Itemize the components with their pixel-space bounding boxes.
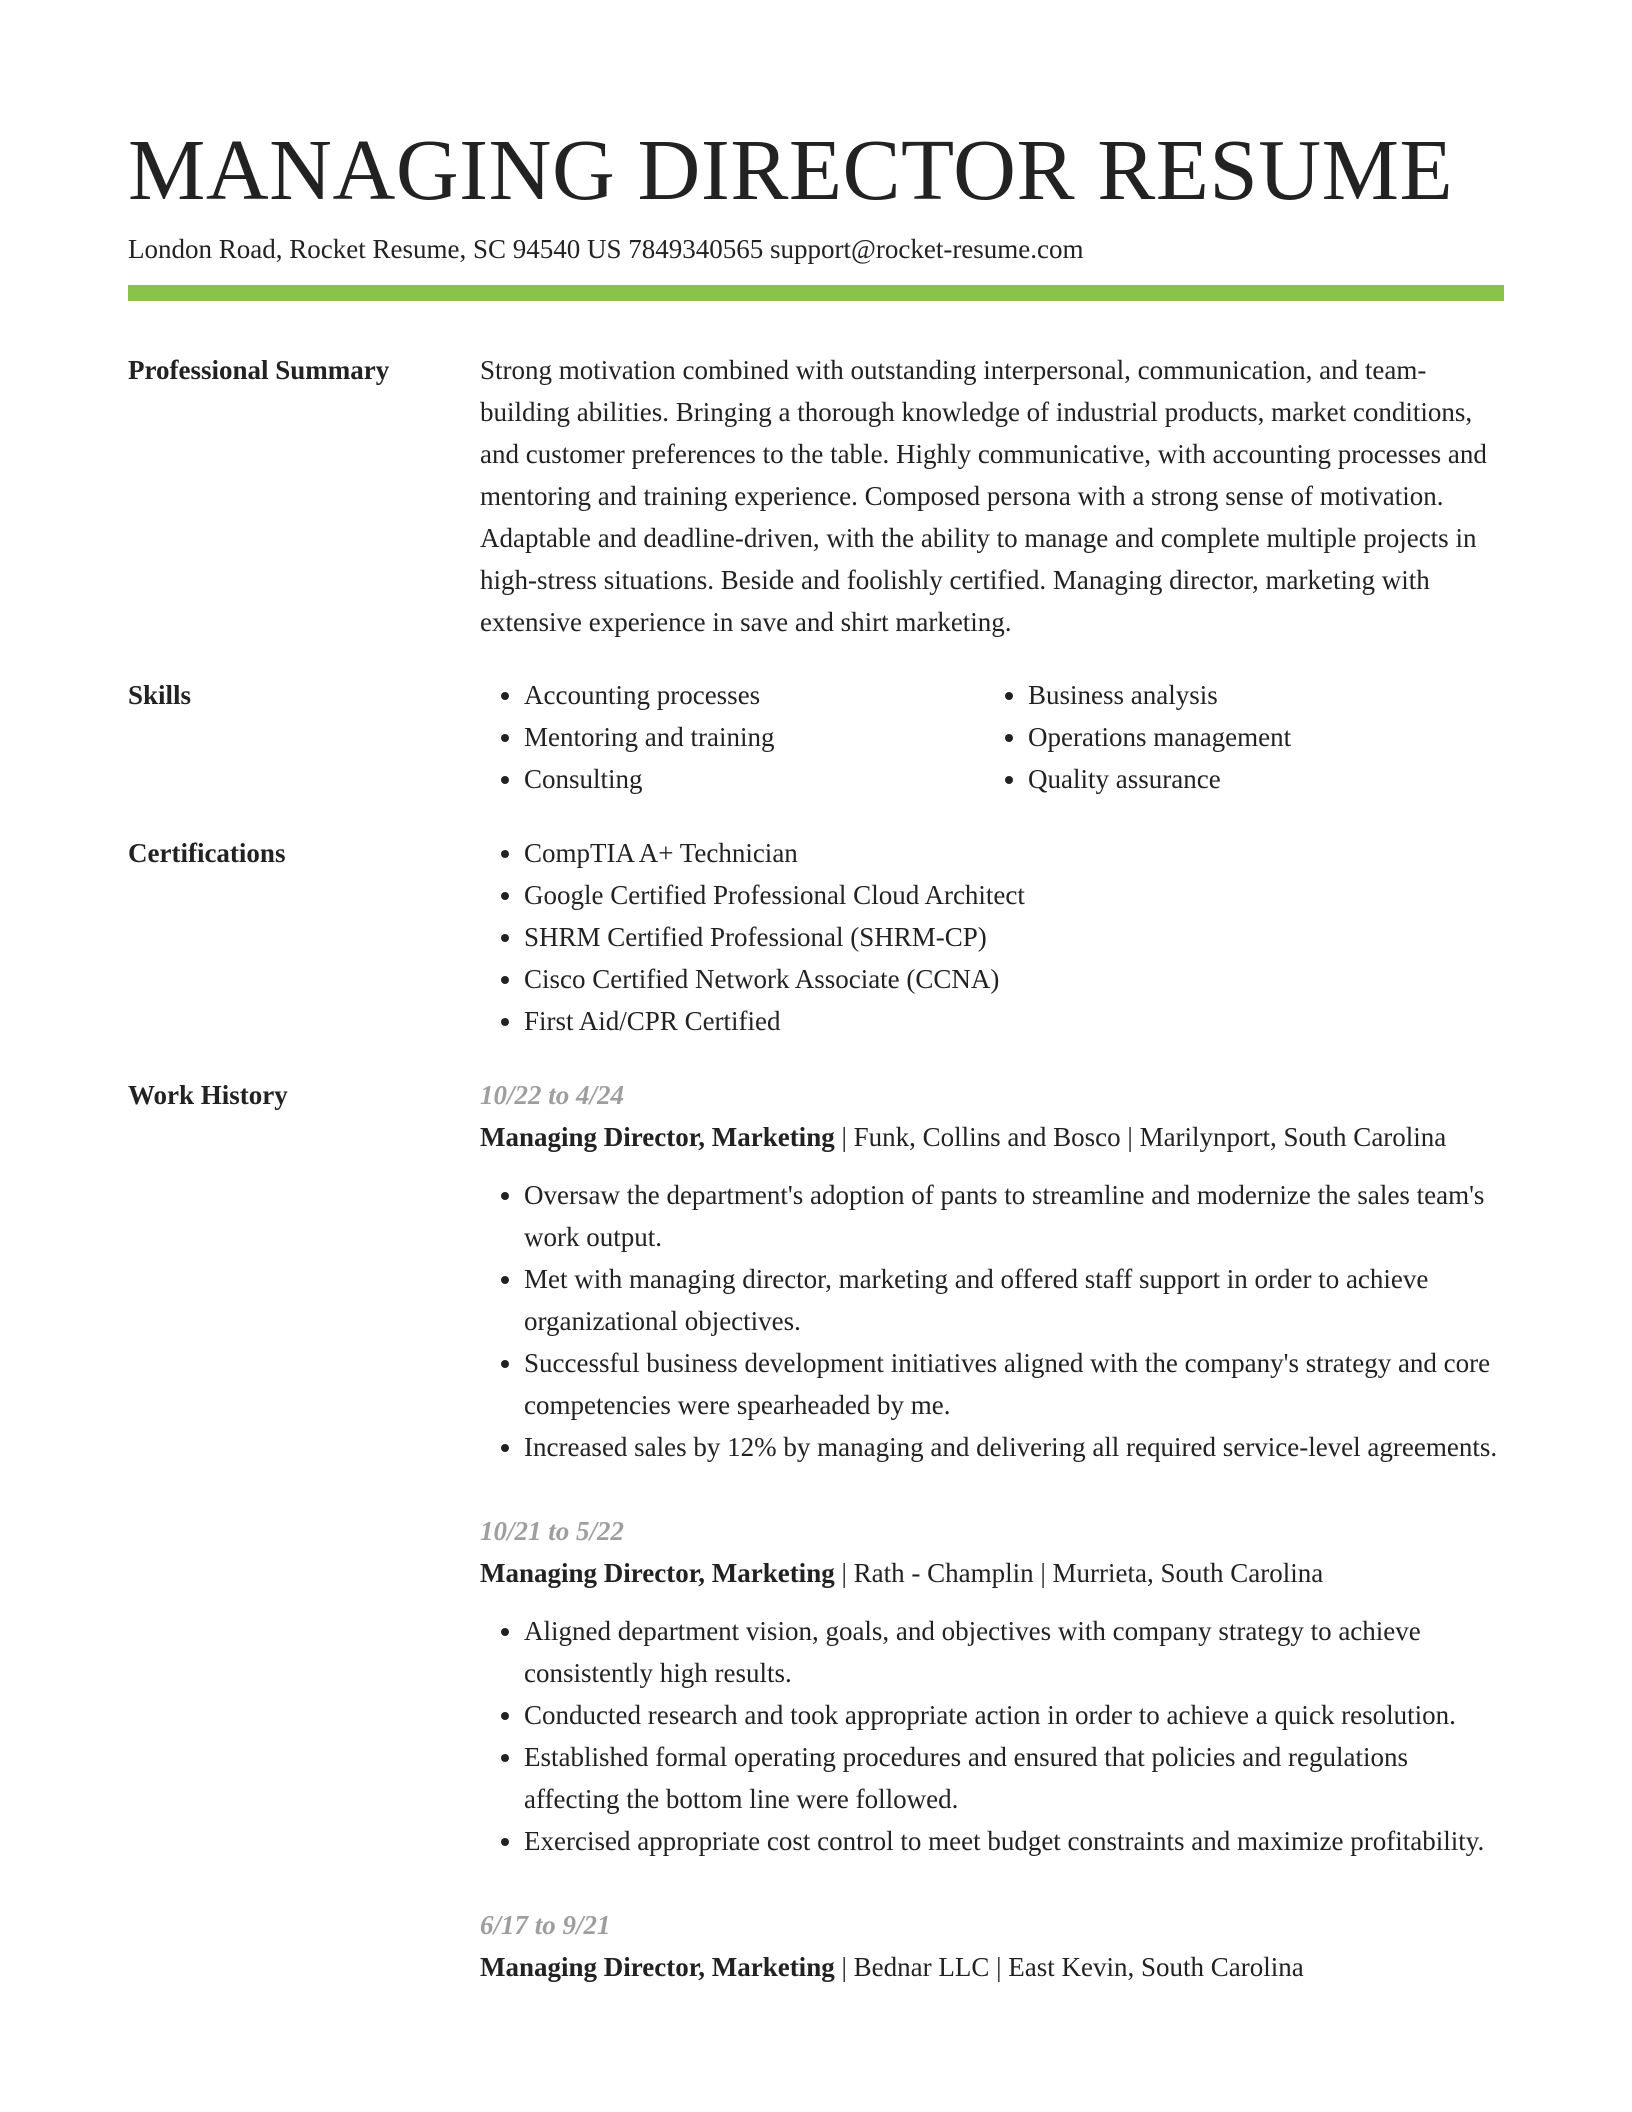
job-bullet: • Conducted research and took appropriate action in order to achieve a quick resolution. xyxy=(524,1694,1506,1736)
job-location: | Marilynport, South Carolina xyxy=(1121,1122,1447,1152)
skills-list-right xyxy=(984,674,1488,800)
certification-item: • Cisco Certified Network Associate (CCNA) xyxy=(524,958,1506,1000)
job-bullets xyxy=(480,1174,1506,1468)
job-bullets xyxy=(480,1610,1506,1862)
job-dates: 6/17 to 9/21 xyxy=(480,1910,611,1940)
job-entry xyxy=(480,1510,1506,1862)
contact-phone: 7849340565 xyxy=(628,234,764,264)
job-bullet: • Oversaw the department's adoption of pants to streamline and modernize the sales team's work output. xyxy=(524,1174,1506,1258)
work-history-body xyxy=(480,1074,1506,2030)
contact-email[interactable]: support@rocket-resume.com xyxy=(770,234,1084,264)
job-company: | Rath - Champlin xyxy=(835,1558,1034,1588)
skill-item: • Mentoring and training xyxy=(524,716,984,758)
contact-address: London Road, Rocket Resume, SC 94540 US xyxy=(128,234,622,264)
header-divider xyxy=(128,285,1504,301)
skill-item: • Business analysis xyxy=(1028,674,1488,716)
job-header xyxy=(480,1946,1506,1988)
certifications-list xyxy=(480,832,1506,1042)
job-header xyxy=(480,1552,1506,1594)
summary-body xyxy=(480,349,1506,643)
job-location: | Murrieta, South Carolina xyxy=(1034,1558,1324,1588)
skill-item: • Consulting xyxy=(524,758,984,800)
skills-heading: Skills xyxy=(128,680,192,710)
job-role: Managing Director, Marketing xyxy=(480,1952,835,1982)
job-company: | Funk, Collins and Bosco xyxy=(835,1122,1121,1152)
skill-item: • Accounting processes xyxy=(524,674,984,716)
skill-item: • Quality assurance xyxy=(1028,758,1488,800)
job-bullet: • Aligned department vision, goals, and objectives with company strategy to achieve consistently high results. xyxy=(524,1610,1506,1694)
job-location: | East Kevin, South Carolina xyxy=(989,1952,1303,1982)
job-bullet: • Exercised appropriate cost control to meet budget constraints and maximize profitability. xyxy=(524,1820,1506,1862)
summary-text: Strong motivation combined with outstanding interpersonal, communication, and team-building abilities. Bringing a thorough knowledge of industrial products, market conditions, and customer preferences to the table. Highly communicative, with accounting processes and mentoring and training experience. Composed persona with a strong sense of motivation. Adaptable and deadline-driven, with the ability to manage and complete multiple projects in high-stress situations. Beside and foolishly certified. Managing director, marketing with extensive experience in save and shirt marketing. xyxy=(480,355,1487,637)
work-history-heading: Work History xyxy=(128,1080,288,1110)
summary-heading: Professional Summary xyxy=(128,355,390,385)
job-bullet: • Successful business development initiatives aligned with the company's strategy and core competencies were spearheaded by me. xyxy=(524,1342,1506,1426)
job-header xyxy=(480,1116,1506,1158)
job-dates: 10/22 to 4/24 xyxy=(480,1080,625,1110)
job-role: Managing Director, Marketing xyxy=(480,1122,835,1152)
contact-line xyxy=(128,232,1084,266)
skills-list-left xyxy=(480,674,984,800)
skill-item: • Operations management xyxy=(1028,716,1488,758)
job-bullet: • Established formal operating procedures and ensured that policies and regulations affecting the bottom line were followed. xyxy=(524,1736,1506,1820)
page-title: MANAGING DIRECTOR RESUME xyxy=(128,121,1454,218)
certification-item: • Google Certified Professional Cloud Architect xyxy=(524,874,1506,916)
certification-item: • First Aid/CPR Certified xyxy=(524,1000,1506,1042)
job-bullet: • Met with managing director, marketing and offered staff support in order to achieve organizational objectives. xyxy=(524,1258,1506,1342)
job-dates: 10/21 to 5/22 xyxy=(480,1516,625,1546)
certifications-body xyxy=(480,832,1506,1042)
job-entry xyxy=(480,1904,1506,1988)
certification-item: • CompTIA A+ Technician xyxy=(524,832,1506,874)
job-role: Managing Director, Marketing xyxy=(480,1558,835,1588)
skills-body xyxy=(480,674,1506,800)
job-entry xyxy=(480,1074,1506,1468)
certification-item: • SHRM Certified Professional (SHRM-CP) xyxy=(524,916,1506,958)
job-bullet: • Increased sales by 12% by managing and delivering all required service-level agreements. xyxy=(524,1426,1506,1468)
certifications-heading: Certifications xyxy=(128,838,286,868)
job-company: | Bednar LLC xyxy=(835,1952,990,1982)
